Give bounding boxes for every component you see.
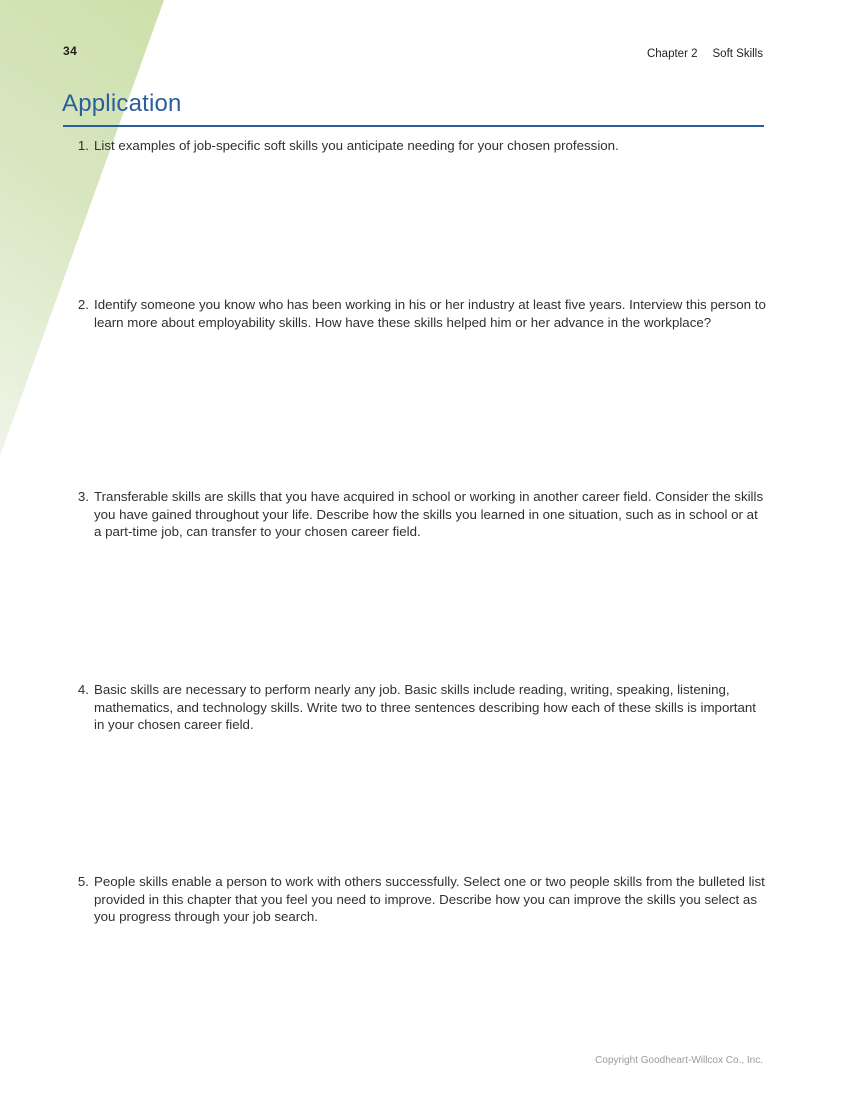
question-text: List examples of job-specific soft skills you anticipate needing for your chosen profession. [94, 138, 619, 153]
question-number: 4. [77, 682, 89, 697]
question-1 [63, 137, 766, 155]
question-text: People skills enable a person to work with others successfully. Select one or two people skills from the bulleted list provided in this chapter that you feel you need to improve. Describe how you can improve the skills you select as you progress through your job search. [94, 874, 765, 925]
copyright-notice: Copyright Goodheart-Willcox Co., Inc. [595, 1055, 763, 1066]
question-number: 3. [77, 489, 89, 504]
page-number: 34 [63, 44, 78, 58]
question-5 [63, 873, 766, 926]
question-number: 2. [77, 297, 89, 312]
question-number: 5. [77, 874, 89, 889]
question-4 [63, 681, 766, 734]
question-text: Transferable skills are skills that you have acquired in school or working in another career field. Consider the skills you have gained throughout your life. Describe how the skills you learned in one situation, such as in school or at a part-time job, can transfer to your chosen career field. [94, 489, 764, 540]
question-text: Identify someone you know who has been working in his or her industry at least five years. Interview this person to learn more about employability skills. How have these skills helped him or her advance in the workplace? [94, 297, 766, 330]
question-text: Basic skills are necessary to perform nearly any job. Basic skills include reading, writing, speaking, listening, mathematics, and technology skills. Write two to three sentences describing how each of these skills is important in your chosen career field. [94, 682, 756, 733]
heading-rule [63, 125, 764, 127]
page-title: Application [62, 90, 182, 117]
running-head-chapter: Chapter 2 [646, 48, 698, 60]
question-2 [63, 296, 766, 331]
running-head-section: Soft Skills [712, 48, 763, 60]
corner-accent-wedge [0, 0, 164, 456]
running-head [647, 48, 763, 60]
question-number: 1. [77, 138, 89, 153]
question-3 [63, 488, 766, 541]
